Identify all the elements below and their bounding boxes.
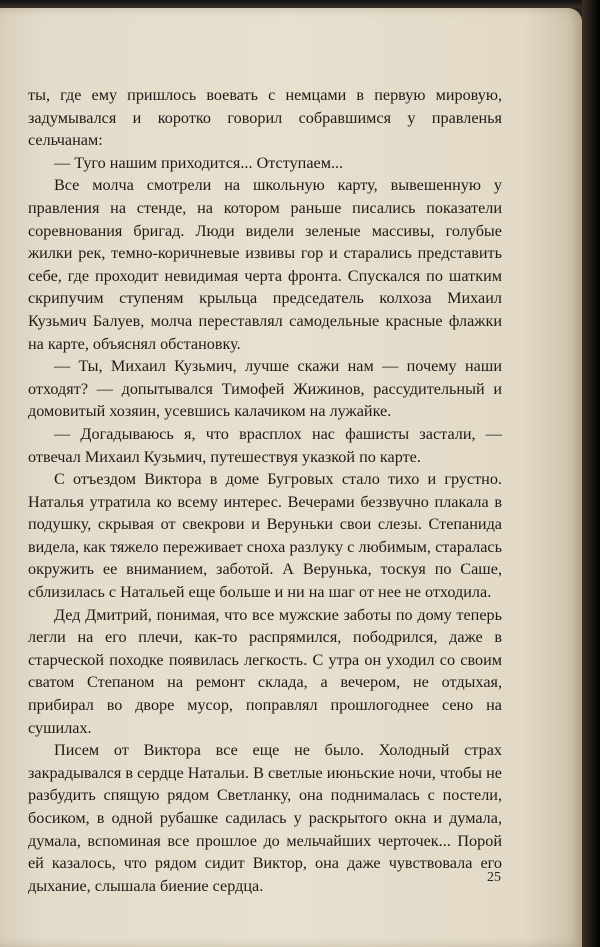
paragraph-dialogue: — Туго нашим приходится... Отступаем... (54, 153, 344, 172)
paragraph-continuation: ты, где ему пришлось воевать с немцами в первую мировую, задумывался и коротко говорил собравшимся у правленья сельчанам: (28, 86, 502, 150)
book-page (0, 8, 582, 947)
paragraph: Писем от Виктора все еще не было. Холодный страх закрадывался в сердце Натальи. В светлые июньские ночи, чтобы не разбудить спящую рядом Светланку, она поднималась с постели, босиком, в одной рубашке садилась у раскрытого окна и думала, думала, вспоминая все прошлое до мельчайших черточек... Порой ей казалось, что рядом сидит Виктор, она даже чувствовала его дыхание, слышала биение сердца. (28, 741, 502, 895)
scan-right-edge (582, 0, 600, 947)
scan-top-edge (0, 0, 600, 8)
page-body-text (28, 84, 502, 897)
paragraph-dialogue: — Догадываюсь я, что врасплох нас фашисты застали, — отвечал Михаил Кузьмич, путешествуя указкой по карте. (28, 424, 502, 466)
paragraph: Все молча смотрели на школьную карту, вывешенную у правления на стенде, на котором раньше писались показатели соревнования бригад. Люди видели зеленые массивы, голубые жилки рек, темно-коричневые извивы гор и старались представить себе, где проходит невидимая черта фронта. Спускался по шатким скрипучим ступеням крыльца председатель колхоза Михаил Кузьмич Балуев, молча переставлял самодельные красные флажки на карте, объяснял обстановку. (28, 176, 502, 353)
page-number: 25 (487, 870, 501, 885)
paragraph: С отъездом Виктора в доме Бугровых стало тихо и грустно. Наталья утратила ко всему интерес. Вечерами беззвучно плакала в подушку, скрывая от свекрови и Веруньки свои слезы. Степанида видела, как тяжело переживает сноха разлуку с любимым, старалась окружить ее вниманием, заботой. А Верунька, тоскуя по Саше, сблизилась с Натальей еще больше и ни на шаг от нее не отходила. (28, 470, 502, 602)
paragraph-dialogue: — Ты, Михаил Кузьмич, лучше скажи нам — почему наши отходят? — допытывался Тимофей Жижинов, рассудительный и домовитый хозяин, усевшись калачиком на лужайке. (28, 357, 502, 421)
paragraph: Дед Дмитрий, понимая, что все мужские заботы по дому теперь легли на его плечи, как-то распрямился, пободрился, даже в старческой походке появилась легкость. С утра он уходил со своим сватом Степаном на ремонт склада, а вечером, не отдыхая, прибирал во дворе мусор, поправлял прошлогоднее сено на сушилах. (28, 605, 502, 737)
